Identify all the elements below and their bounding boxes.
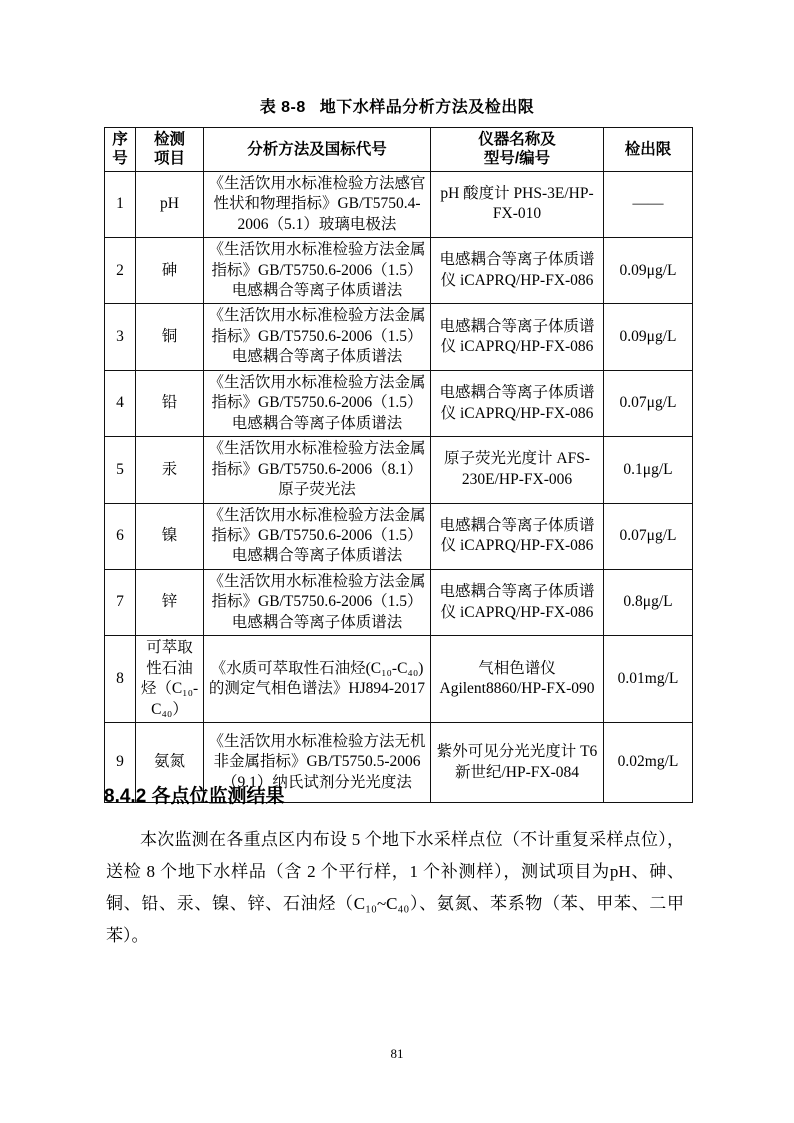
cell-instrument: 电感耦合等离子体质谱仪 iCAPRQ/HP-FX-086 — [431, 370, 604, 436]
col-header-instrument-line2: 型号/编号 — [483, 150, 551, 168]
analysis-method-table — [104, 127, 693, 803]
cell-item: 氨氮 — [136, 723, 204, 803]
cell-limit: 0.1μg/L — [604, 437, 693, 503]
table-row — [105, 569, 693, 635]
cell-method: 《生活饮用水标准检验方法金属指标》GB/T5750.6-2006（1.5）电感耦合等离子体质谱法 — [204, 503, 431, 569]
col-header-method: 分析方法及国标代号 — [204, 128, 431, 172]
body-paragraph: 本次监测在各重点区内布设 5 个地下水采样点位（不计重复采样点位），送检 8 个地下水样品（含 2 个平行样，1 个补测样），测试项目为pH、砷、铜、铅、汞、镍、锌、石油烃（C₁₀~C₄₀）、氨氮、苯系物（苯、甲苯、二甲苯）。 — [106, 830, 684, 945]
cell-item: 锌 — [136, 569, 204, 635]
cell-method: 《生活饮用水标准检验方法金属指标》GB/T5750.6-2006（1.5）电感耦合等离子体质谱法 — [204, 370, 431, 436]
cell-limit: 0.07μg/L — [604, 503, 693, 569]
col-header-item-line2: 项目 — [153, 150, 185, 168]
cell-instrument: 电感耦合等离子体质谱仪 iCAPRQ/HP-FX-086 — [431, 503, 604, 569]
cell-serial-no: 4 — [105, 370, 136, 436]
cell-method: 《生活饮用水标准检验方法金属指标》GB/T5750.6-2006（1.5）电感耦合等离子体质谱法 — [204, 238, 431, 304]
cell-serial-no: 6 — [105, 503, 136, 569]
cell-limit: 0.07μg/L — [604, 370, 693, 436]
col-header-limit: 检出限 — [604, 128, 693, 172]
cell-method: 《生活饮用水标准检验方法感官性状和物理指标》GB/T5750.4-2006（5.1）玻璃电极法 — [204, 171, 431, 237]
cell-instrument: 电感耦合等离子体质谱仪 iCAPRQ/HP-FX-086 — [431, 238, 604, 304]
cell-limit: 0.02mg/L — [604, 723, 693, 803]
col-header-serial-no-line2: 号 — [112, 150, 128, 168]
cell-instrument: 原子荧光光度计 AFS-230E/HP-FX-006 — [431, 437, 604, 503]
cell-method: 《生活饮用水标准检验方法金属指标》GB/T5750.6-2006（8.1）原子荧光法 — [204, 437, 431, 503]
table-row — [105, 636, 693, 723]
page-number: 81 — [390, 1046, 404, 1061]
cell-item: pH — [136, 171, 204, 237]
cell-serial-no: 1 — [105, 171, 136, 237]
cell-serial-no: 8 — [105, 636, 136, 723]
table-row — [105, 370, 693, 436]
cell-item: 镍 — [136, 503, 204, 569]
cell-serial-no: 7 — [105, 569, 136, 635]
cell-limit: 0.09μg/L — [604, 238, 693, 304]
cell-item: 砷 — [136, 238, 204, 304]
col-header-instrument — [431, 128, 604, 172]
table-row — [105, 238, 693, 304]
cell-method: 《水质可萃取性石油烃(C₁₀-C₄₀)的测定气相色谱法》HJ894-2017 — [204, 636, 431, 723]
cell-method: 《生活饮用水标准检验方法无机非金属指标》GB/T5750.5-2006（9.1）纳氏试剂分光光度法 — [204, 723, 431, 803]
cell-serial-no: 5 — [105, 437, 136, 503]
cell-serial-no: 2 — [105, 238, 136, 304]
cell-item: 铅 — [136, 370, 204, 436]
table-caption-label: 表 8-8 — [259, 99, 306, 116]
section-heading: 8.4.2 各点位监测结果 — [104, 786, 285, 807]
cell-instrument: pH 酸度计 PHS-3E/HP-FX-010 — [431, 171, 604, 237]
col-header-instrument-line1: 仪器名称及 — [478, 131, 556, 148]
cell-instrument: 电感耦合等离子体质谱仪 iCAPRQ/HP-FX-086 — [431, 569, 604, 635]
cell-limit: 0.09μg/L — [604, 304, 693, 370]
table-caption-title: 地下水样品分析方法及检出限 — [319, 99, 535, 116]
cell-limit: 0.01mg/L — [604, 636, 693, 723]
cell-limit: 0.8μg/L — [604, 569, 693, 635]
table-row — [105, 304, 693, 370]
cell-item: 铜 — [136, 304, 204, 370]
col-header-item-line1: 检测 — [153, 131, 185, 148]
col-header-serial-no-line1: 序 — [112, 131, 128, 148]
cell-instrument: 电感耦合等离子体质谱仪 iCAPRQ/HP-FX-086 — [431, 304, 604, 370]
table-caption — [0, 94, 794, 117]
cell-item: 汞 — [136, 437, 204, 503]
cell-instrument: 紫外可见分光光度计 T6 新世纪/HP-FX-084 — [431, 723, 604, 803]
table-row — [105, 503, 693, 569]
cell-limit: —— — [604, 171, 693, 237]
cell-serial-no: 3 — [105, 304, 136, 370]
cell-serial-no: 9 — [105, 723, 136, 803]
table-header-row — [105, 128, 693, 172]
col-header-serial-no — [105, 128, 136, 172]
cell-method: 《生活饮用水标准检验方法金属指标》GB/T5750.6-2006（1.5）电感耦合等离子体质谱法 — [204, 304, 431, 370]
table-row — [105, 437, 693, 503]
cell-method: 《生活饮用水标准检验方法金属指标》GB/T5750.6-2006（1.5）电感耦合等离子体质谱法 — [204, 569, 431, 635]
table-row — [105, 171, 693, 237]
cell-instrument: 气相色谱仪 Agilent8860/HP-FX-090 — [431, 636, 604, 723]
cell-item: 可萃取性石油烃（C₁₀-C₄₀） — [136, 636, 204, 723]
col-header-item — [136, 128, 204, 172]
